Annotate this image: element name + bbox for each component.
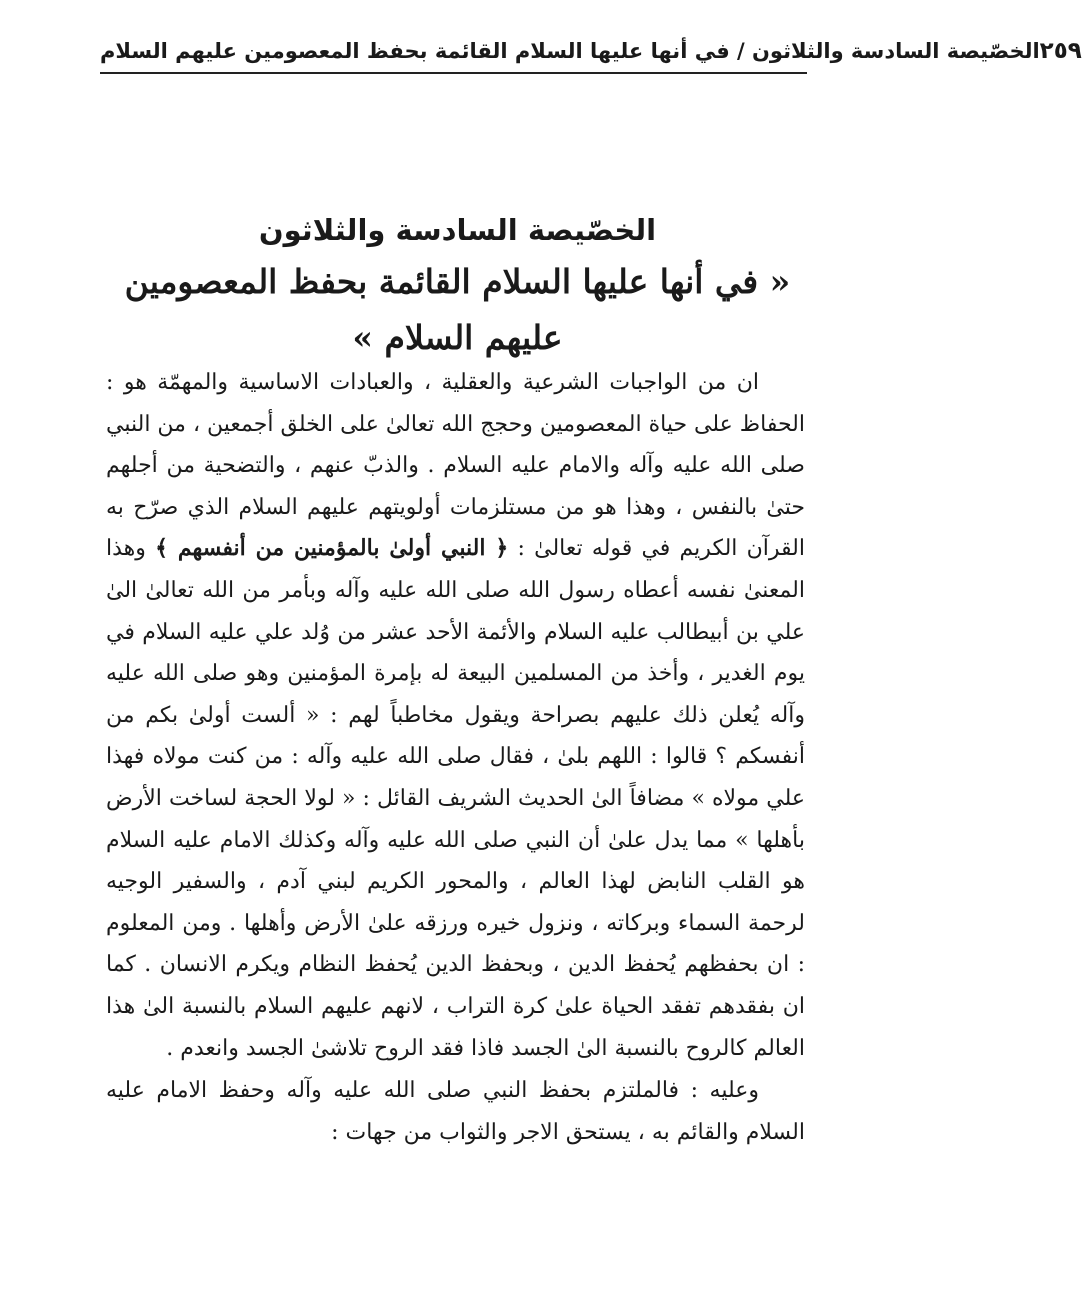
header-divider (100, 72, 807, 74)
paragraph-1-text: ان من الواجبات الشرعية والعقلية ، والعبادات الاساسية والمهمّة هو : الحفاظ على حياة المعصومين وحجج الله تعالىٰ على الخلق أجمعين ، من النبي صلى الله عليه وآله والامام عليه السلام . والذبّ عنهم ، والتضحية من أجلهم حتىٰ بالنفس ، وهذا هو من مستلزمات أولويتهم عليهم السلام الذي صرّح به القرآن الكريم في قوله تعالىٰ : (106, 370, 805, 562)
paragraph-1 (106, 362, 805, 1069)
quran-quote: ﴿ النبي أولىٰ بالمؤمنين من أنفسهم ﴾ (155, 535, 509, 562)
page-number: ٢٥٩ (1039, 38, 1082, 64)
body-text (106, 362, 805, 1153)
chapter-title: الخصّيصة السادسة والثلاثون (258, 213, 657, 247)
chapter-heading (100, 208, 815, 366)
chapter-subtitle: « في أنها عليها السلام القائمة بحفظ المعصومين عليهم السلام » (124, 262, 791, 357)
running-title: الخصّيصة السادسة والثلاثون / في أنها عليها السلام القائمة بحفظ المعصومين عليهم السلام (100, 39, 1040, 63)
paragraph-2: وعليه : فالملتزم بحفظ النبي صلى الله عليه وآله وحفظ الامام عليه السلام والقائم به ، يستحق الاجر والثواب من جهات : (106, 1078, 805, 1145)
paragraph-1-continuation: وهذا المعنىٰ نفسه أعطاه رسول الله صلى الله عليه وآله وبأمر من الله تعالىٰ الىٰ علي بن أبيطالب عليه السلام والأئمة الأحد عشر من وُلد علي عليه السلام في يوم الغدير ، وأخذ من المسلمين البيعة له بإمرة المؤمنين وهو صلى الله عليه وآله يُعلن ذلك عليهم بصراحة ويقول مخاطباً لهم : « ألست أولىٰ بكم من أنفسكم ؟ قالوا : اللهم بلىٰ ، فقال صلى الله عليه وآله : من كنت مولاه فهذا علي مولاه » مضافاً الىٰ الحديث الشريف القائل : « لولا الحجة لساخت الأرض بأهلها » مما يدل علىٰ أن النبي صلى الله عليه وآله وكذلك الامام عليه السلام هو القلب النابض لهذا العالم ، والمحور الكريم لبني آدم ، والسفير الوجيه لرحمة السماء وبركاته ، ونزول خيره ورزقه علىٰ الأرض وأهلها . ومن المعلوم : ان بحفظهم يُحفظ الدين ، وبحفظ الدين يُحفظ النظام ويكرم الانسان . كما ان بفقدهم تفقد الحياة علىٰ كرة التراب ، لانهم عليهم السلام بالنسبة الىٰ هذا العالم كالروح بالنسبة الىٰ الجسد فاذا فقد الروح تلاشىٰ الجسد وانعدم . (106, 536, 805, 1061)
running-header (100, 34, 1082, 68)
